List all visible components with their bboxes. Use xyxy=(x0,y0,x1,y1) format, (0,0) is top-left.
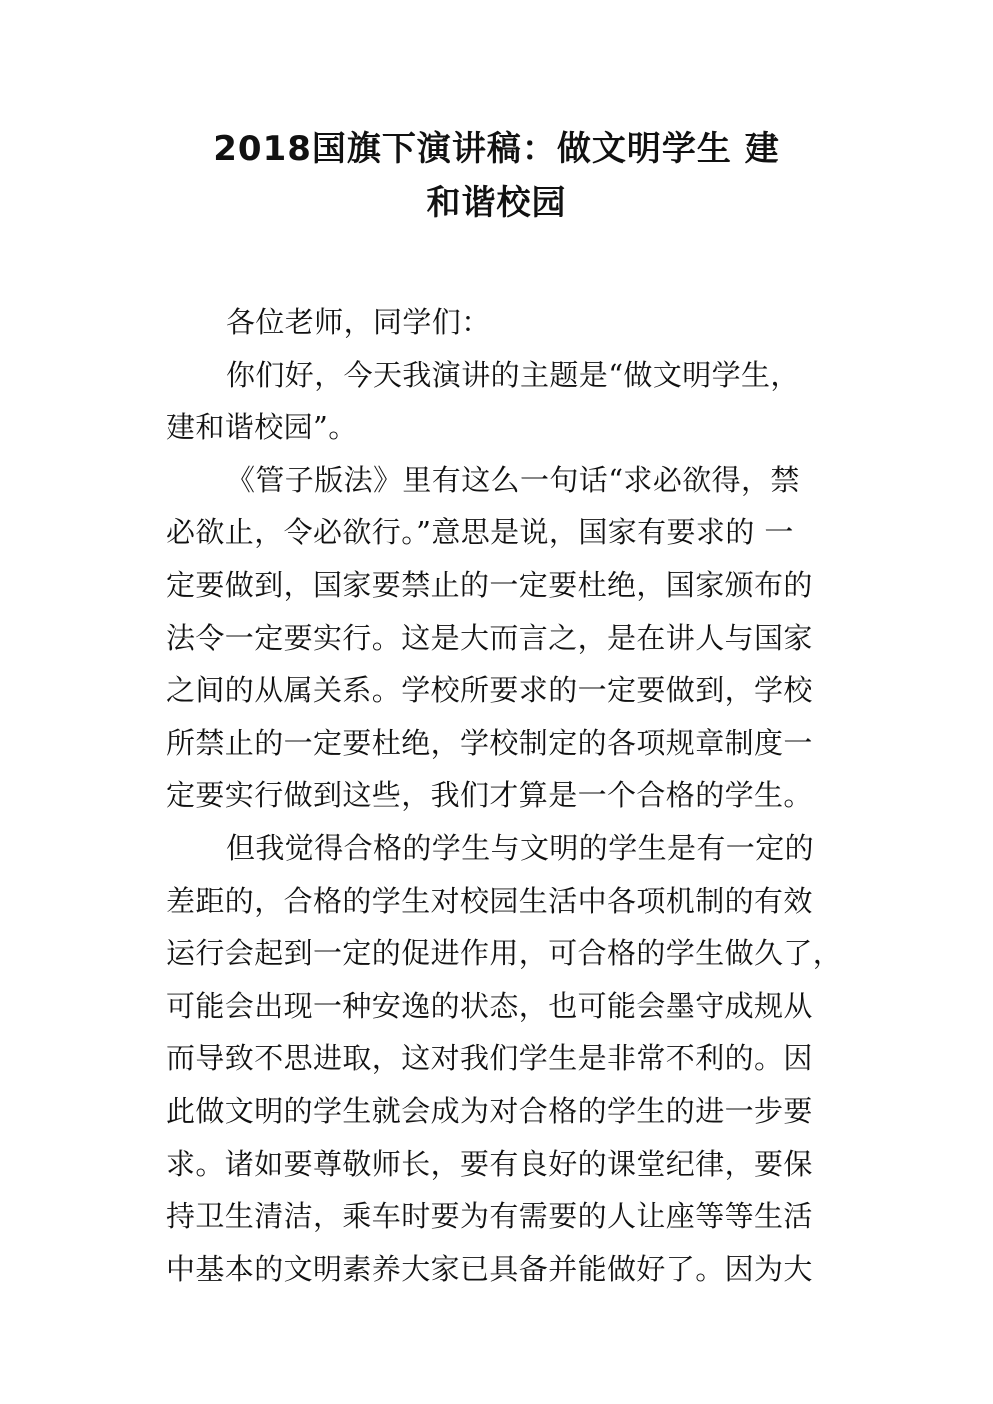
body-line: 必欲止，令必欲行。”意思是说，国家有要求的 一 xyxy=(166,515,794,550)
title-line-1: 2018国旗下演讲稿：做文明学生 建 xyxy=(213,129,780,169)
body-line: 持卫生清洁，乘车时要为有需要的人让座等等生活 xyxy=(166,1199,813,1234)
body-line: 而导致不思进取，这对我们学生是非常不利的。因 xyxy=(166,1041,813,1076)
body-line: 建和谐校园”。 xyxy=(166,410,358,445)
body-line: 可能会出现一种安逸的状态，也可能会墨守成规从 xyxy=(166,988,813,1023)
body-line: 但我觉得合格的学生与文明的学生是有一定的 xyxy=(226,830,815,865)
body-line: 法令一定要实行。这是大而言之，是在讲人与国家 xyxy=(166,620,813,655)
body-line: 所禁止的一定要杜绝，学校制定的各项规章制度一 xyxy=(166,725,813,760)
body-line: 此做文明的学生就会成为对合格的学生的进一步要 xyxy=(166,1093,813,1128)
document-body xyxy=(166,296,843,1295)
body-line: 求。诸如要尊敬师长，要有良好的课堂纪律，要保 xyxy=(166,1146,813,1181)
body-line: 差距的，合格的学生对校园生活中各项机制的有效 xyxy=(166,883,813,918)
body-line: 《管子版法》里有这么一句话“求必欲得，禁 xyxy=(226,462,800,497)
body-line: 之间的从属关系。学校所要求的一定要做到，学校 xyxy=(166,673,813,708)
title-line-2: 和谐校园 xyxy=(426,183,567,223)
body-line: 各位老师，同学们： xyxy=(226,305,491,339)
body-line: 中基本的文明素养大家已具备并能做好了。因为大 xyxy=(166,1251,813,1286)
body-line: 运行会起到一定的促进作用，可合格的学生做久了， xyxy=(166,936,843,971)
body-line: 定要做到，国家要禁止的一定要杜绝，国家颁布的 xyxy=(166,567,813,602)
document-title xyxy=(150,122,843,230)
body-line: 你们好，今天我演讲的主题是“做文明学生， xyxy=(226,357,800,392)
body-line: 定要实行做到这些，我们才算是一个合格的学生。 xyxy=(166,778,813,813)
